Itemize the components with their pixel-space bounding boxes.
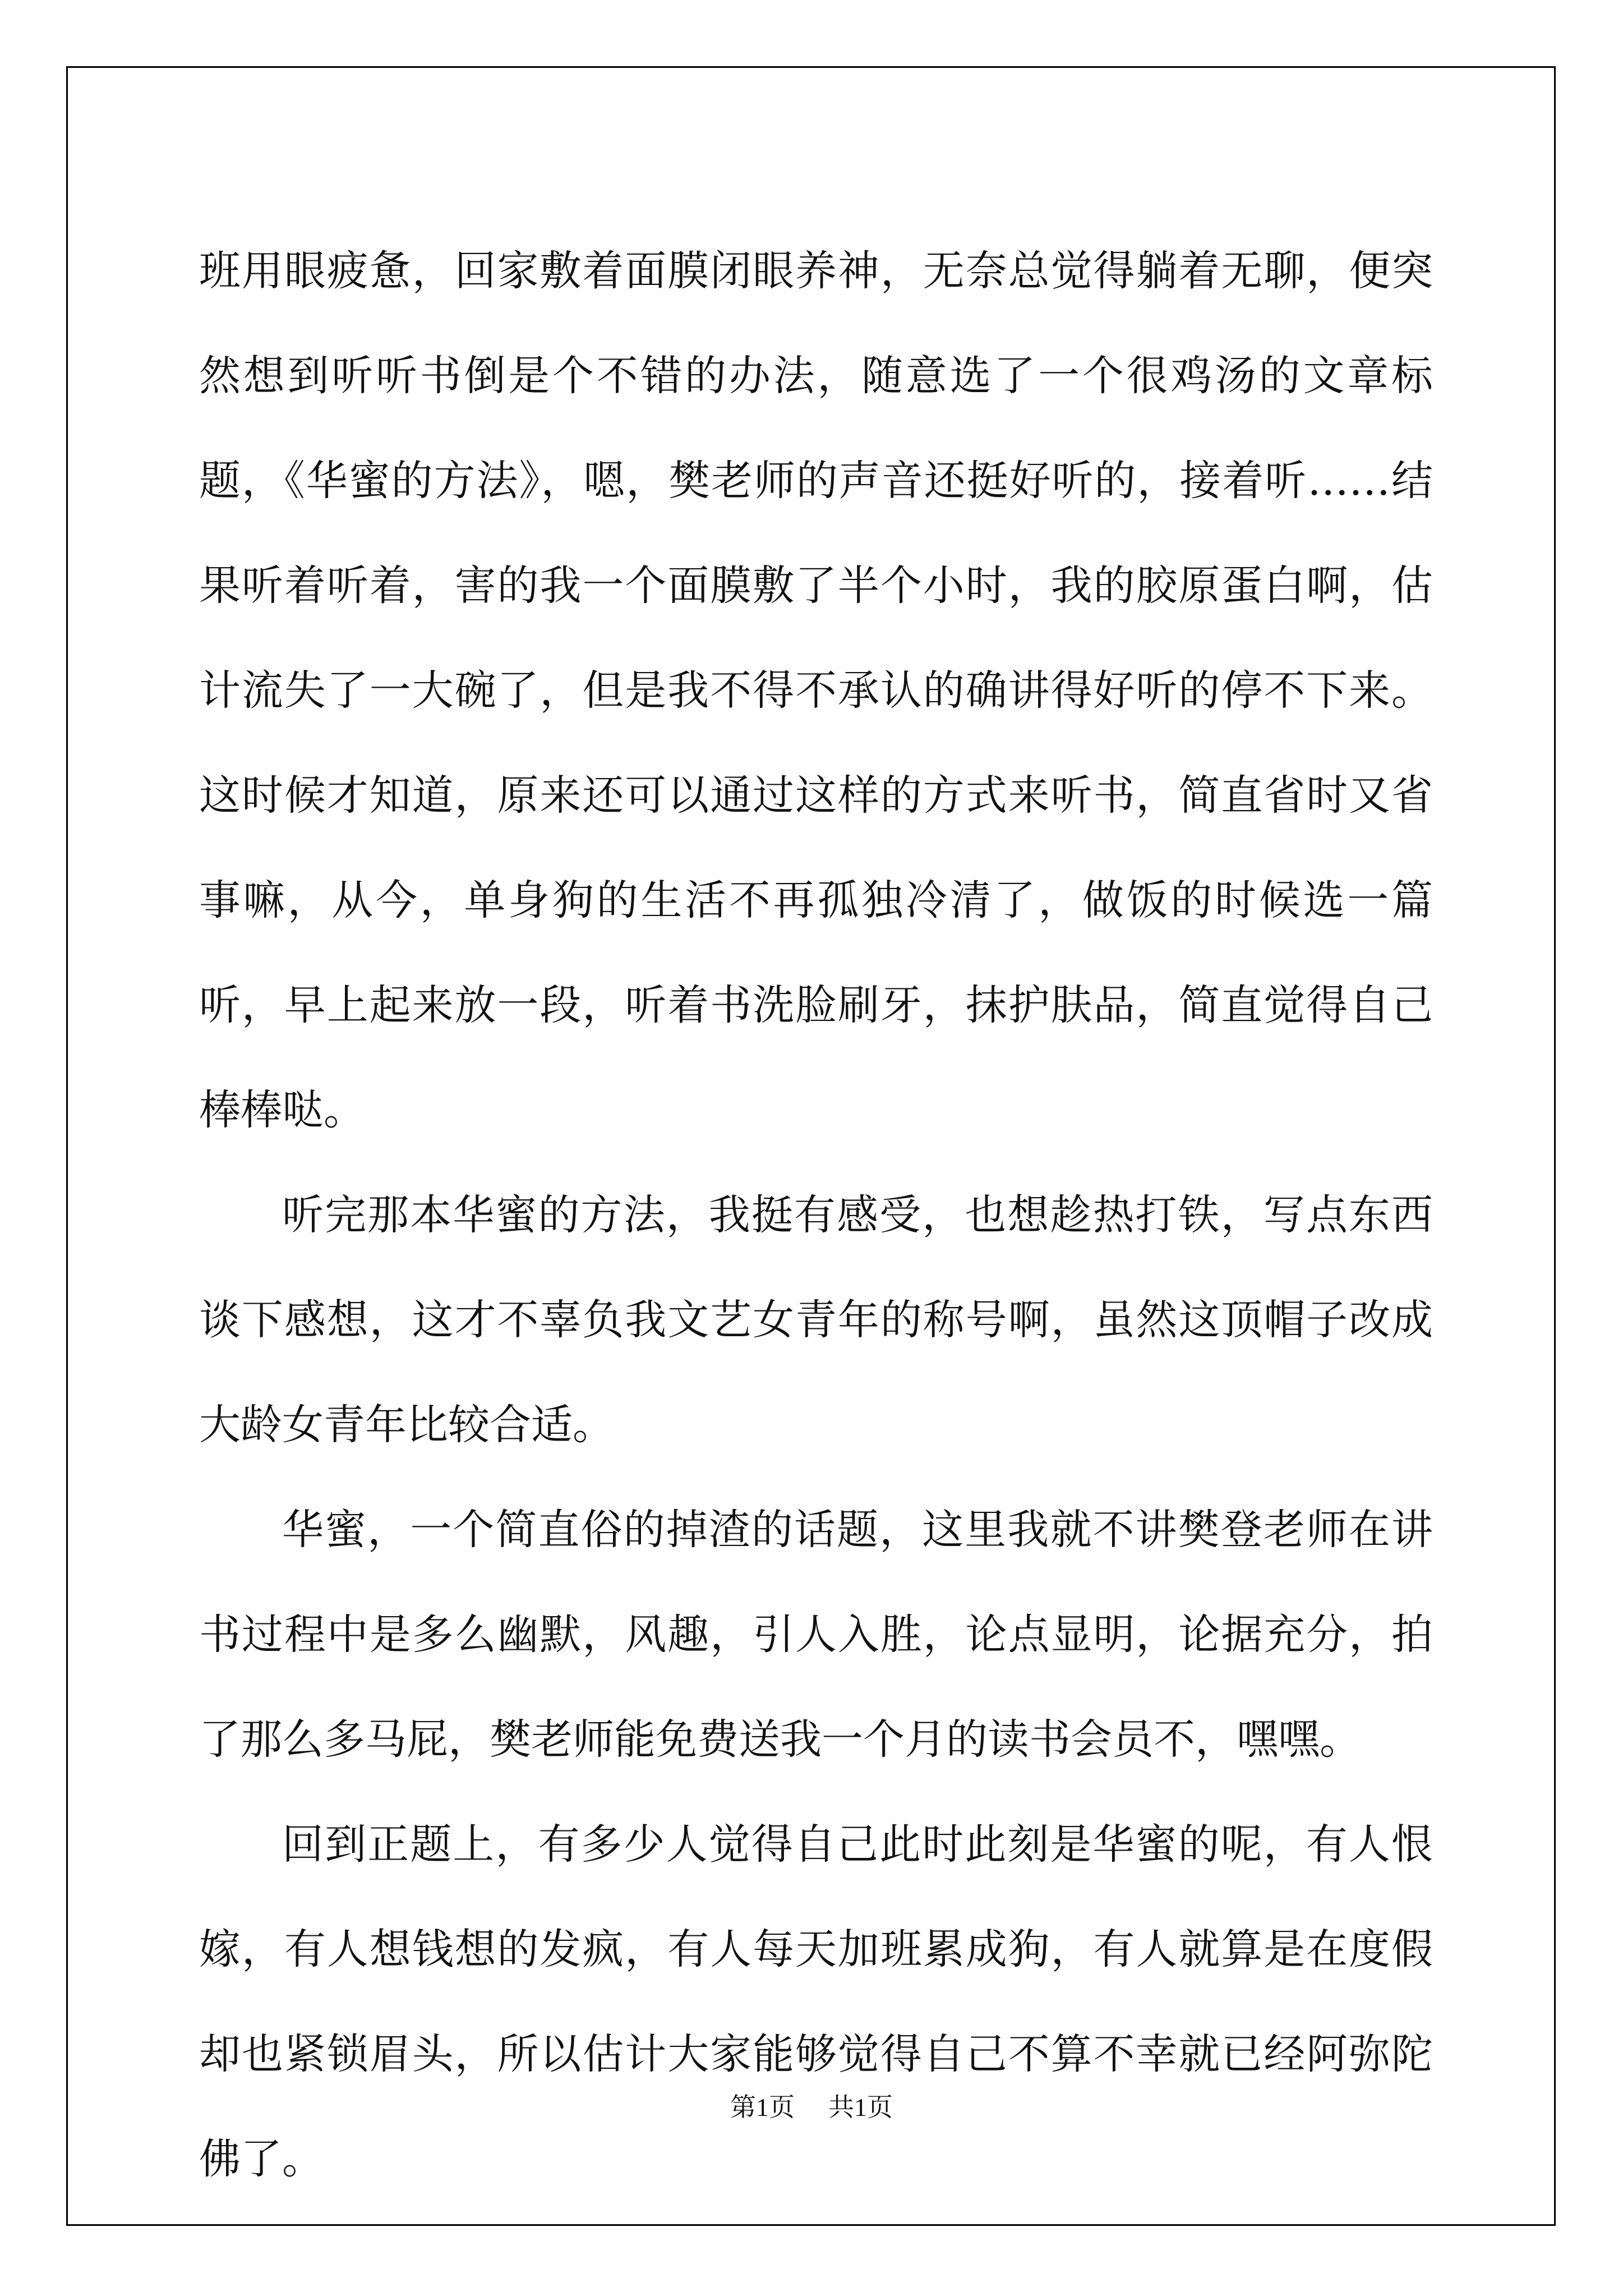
- paragraph-3: 华蜜，一个简直俗的掉渣的话题，这里我就不讲樊登老师在讲书过程中是多么幽默，风趣，引人入胜，论点显明，论据充分，拍了那么多马屁，樊老师能免费送我一个月的读书会员不，嘿嘿。: [199, 1506, 1433, 1764]
- paragraph-2: 听完那本华蜜的方法，我挺有感受，也想趁热打铁，写点东西谈下感想，这才不辜负我文艺女青年的称号啊，虽然这顶帽子改成大龄女青年比较合适。: [199, 1191, 1433, 1449]
- page-number-total: 共1页: [828, 2093, 893, 2122]
- page-number-current: 第1页: [730, 2093, 795, 2122]
- paragraph-1: 班用眼疲惫，回家敷着面膜闭眼养神，无奈总觉得躺着无聊，便突然想到听听书倒是个不错的办法，随意选了一个很鸡汤的文章标题，《华蜜的方法》，嗯，樊老师的声音还挺好听的，接着听……结果听着听着，害的我一个面膜敷了半个小时，我的胶原蛋白啊，估计流失了一大碗了，但是我不得不承认的确讲得好听的停不下来。这时候才知道，原来还可以通过这样的方式来听书，简直省时又省事嘛，从今，单身狗的生活不再孤独冷清了，做饭的时候选一篇听，早上起来放一段，听着书洗脸刷牙，抹护肤品，简直觉得自己棒棒哒。: [199, 247, 1433, 1134]
- page-footer: [0, 2087, 1623, 2124]
- paragraph-4: 回到正题上，有多少人觉得自己此时此刻是华蜜的呢，有人恨嫁，有人想钱想的发疯，有人每天加班累成狗，有人就算是在度假却也紧锁眉头，所以估计大家能够觉得自己不算不幸就已经阿弥陀佛了。: [199, 1820, 1433, 2183]
- document-body: [199, 219, 1433, 2212]
